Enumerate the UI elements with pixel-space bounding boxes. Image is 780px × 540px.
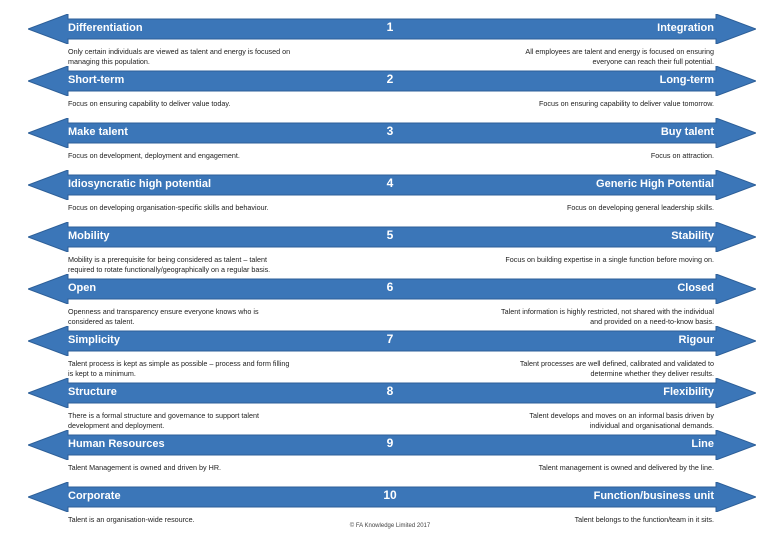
left-pole-label: Corporate: [68, 490, 121, 502]
left-pole-label: Simplicity: [68, 334, 120, 346]
dimension-number: 3: [386, 124, 394, 138]
left-pole-description: Focus on ensuring capability to deliver value today.: [68, 99, 231, 108]
right-pole-label: Integration: [657, 22, 714, 34]
dimension-number: 5: [386, 228, 394, 242]
dimension-number: 7: [386, 332, 394, 346]
left-pole-label: Short-term: [68, 74, 125, 86]
left-pole-label: Make talent: [68, 126, 128, 138]
dimension-number: 8: [386, 384, 394, 398]
right-pole-description: Focus on ensuring capability to deliver value tomorrow.: [539, 99, 714, 108]
left-pole-description: Talent process is kept as simple as possible – process and form filling is kept to a minimum.: [68, 359, 290, 378]
right-pole-description: Focus on building expertise in a single function before moving on.: [505, 255, 714, 264]
dimension-number: 2: [386, 72, 394, 86]
right-pole-label: Long-term: [659, 74, 714, 86]
right-pole-label: Generic High Potential: [596, 178, 714, 190]
right-pole-label: Line: [691, 438, 714, 450]
right-pole-description: Talent processes are well defined, calibrated and validated to determine whether they deliver results.: [519, 359, 714, 378]
left-pole-label: Differentiation: [68, 22, 143, 34]
left-pole-description: Openness and transparency ensure everyone knows who is considered as talent.: [68, 307, 259, 326]
dimension-row: [0, 326, 780, 378]
dimension-row: [0, 170, 780, 222]
right-pole-description: Talent management is owned and delivered by the line.: [538, 463, 714, 472]
left-pole-label: Mobility: [68, 230, 110, 242]
right-pole-label: Flexibility: [663, 386, 714, 398]
right-pole-description: Talent belongs to the function/team in it sits.: [574, 515, 714, 524]
right-pole-description: Focus on developing general leadership skills.: [566, 203, 714, 212]
left-pole-description: Only certain individuals are viewed as talent and energy is focused on managing this population.: [68, 47, 291, 66]
dimension-number: 6: [386, 280, 394, 294]
right-pole-label: Rigour: [678, 334, 714, 346]
left-pole-description: There is a formal structure and governance to support talent development and deployment.: [68, 411, 259, 430]
dimension-number: 10: [383, 488, 397, 502]
dimension-number: 1: [386, 20, 394, 34]
left-pole-label: Idiosyncratic high potential: [68, 178, 212, 190]
right-pole-label: Buy talent: [660, 126, 714, 138]
right-pole-description: Talent develops and moves on an informal basis driven by individual and organisational demands.: [529, 411, 714, 430]
left-pole-description: Talent is an organisation-wide resource.: [68, 515, 195, 524]
left-pole-description: Talent Management is owned and driven by HR.: [68, 463, 222, 472]
dimension-row: [0, 378, 780, 430]
left-pole-label: Structure: [68, 386, 117, 398]
right-pole-label: Stability: [671, 230, 714, 242]
left-pole-label: Open: [68, 282, 97, 294]
dimension-row: [0, 14, 780, 66]
left-pole-description: Focus on development, deployment and engagement.: [68, 151, 240, 160]
dimension-number: 9: [386, 436, 394, 450]
dimension-row: [0, 222, 780, 274]
right-pole-label: Closed: [677, 282, 714, 294]
left-pole-label: Human Resources: [68, 438, 165, 450]
left-pole-description: Focus on developing organisation-specific skills and behaviour.: [68, 203, 269, 212]
right-pole-label: Function/business unit: [593, 490, 714, 502]
left-pole-description: Mobility is a prerequisite for being considered as talent – talent required to rotate functionally/geographically on a regular basis.: [68, 255, 271, 274]
right-pole-description: Focus on attraction.: [650, 151, 714, 160]
dimension-number: 4: [386, 176, 394, 190]
dimension-row: [0, 66, 780, 118]
dimension-row: [0, 430, 780, 482]
dimension-row: [0, 274, 780, 326]
right-pole-description: All employees are talent and energy is focused on ensuring everyone can reach their full potential.: [525, 47, 714, 66]
dimension-row: [0, 118, 780, 170]
right-pole-description: Talent information is highly restricted, not shared with the individual and provided on a need-to-know basis.: [501, 307, 714, 326]
copyright-footer: © FA Knowledge Limited 2017: [349, 523, 431, 529]
